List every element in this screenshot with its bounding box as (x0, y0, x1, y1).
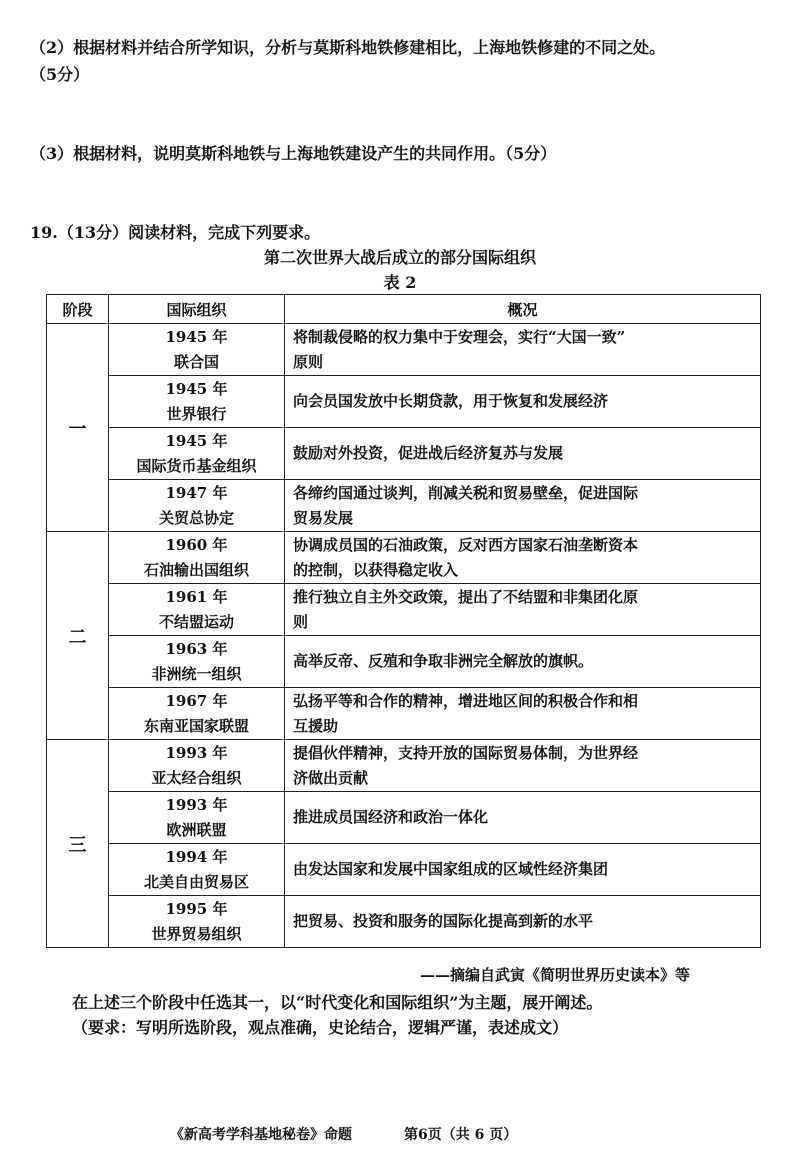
table-row (47, 688, 761, 740)
org-cell (109, 688, 285, 740)
description-line: 将制裁侵略的权力集中于安理会，实行“大国一致” (293, 327, 626, 346)
footer-page: 第6页（共 6 页） (404, 1127, 518, 1143)
description-line: 弘扬平等和合作的精神，增进地区间的积极合作和相 (293, 691, 639, 710)
description-line: 则 (293, 612, 309, 631)
description-line: 提倡伙伴精神，支持开放的国际贸易体制，为世界经 (293, 743, 639, 762)
org-cell (109, 792, 285, 844)
org-description (285, 584, 761, 636)
org-description (285, 792, 761, 844)
org-description (285, 532, 761, 584)
requirement-text: （要求：写明所选阶段，观点准确，史论结合，逻辑严谨，表述成文） (72, 1018, 569, 1037)
org-year: 1947 年 (165, 483, 228, 502)
source-note: ——摘编自武寅《简明世界历史读本》等 (420, 966, 691, 984)
org-name: 石油输出国组织 (143, 560, 249, 579)
description-line: 高举反帝、反殖和争取非洲完全解放的旗帜。 (293, 652, 594, 670)
org-name: 关贸总协定 (158, 508, 234, 527)
org-name: 东南亚国家联盟 (143, 716, 249, 735)
org-description (285, 636, 761, 688)
description-line: 推行独立自主外交政策，提出了不结盟和非集团化原 (293, 587, 639, 606)
org-cell (109, 532, 285, 584)
header-org: 国际组织 (109, 295, 285, 324)
org-description (285, 480, 761, 532)
task-text: 在上述三个阶段中任选其一，以“时代变化和国际组织”为主题，展开阐述。 (72, 993, 603, 1012)
q2-line1: （2）根据材料并结合所学知识，分析与莫斯科地铁修建相比，上海地铁修建的不同之处。 (30, 38, 666, 57)
table-row (47, 636, 761, 688)
org-year: 1945 年 (165, 379, 228, 398)
stage-label: 三 (47, 740, 109, 948)
table-row (47, 532, 761, 584)
table-row (47, 896, 761, 948)
description-line: 贸易发展 (293, 508, 354, 527)
org-cell (109, 740, 285, 792)
org-cell (109, 376, 285, 428)
org-year: 1967 年 (165, 691, 228, 710)
description-line: 推进成员国经济和政治一体化 (293, 808, 489, 826)
org-description (285, 428, 761, 480)
org-description (285, 688, 761, 740)
org-name: 联合国 (173, 352, 219, 371)
table-header-row (47, 295, 761, 324)
description-line: 各缔约国通过谈判，削减关税和贸易壁垒，促进国际 (293, 483, 639, 502)
org-table (46, 294, 761, 948)
org-year: 1995 年 (165, 899, 228, 918)
stage-label: 二 (47, 532, 109, 740)
org-name: 世界银行 (166, 404, 227, 423)
org-cell (109, 428, 285, 480)
org-year: 1963 年 (165, 639, 228, 658)
table-row (47, 324, 761, 376)
table-row (47, 428, 761, 480)
description-line: 济做出贡献 (293, 768, 369, 787)
org-name: 世界贸易组织 (151, 924, 242, 943)
table-body (47, 324, 761, 948)
q19-heading: 19.（13分）阅读材料，完成下列要求。 (30, 223, 321, 242)
org-year: 1945 年 (165, 431, 228, 450)
org-cell (109, 636, 285, 688)
table-title: 第二次世界大战后成立的部分国际组织 (263, 248, 536, 267)
org-cell (109, 480, 285, 532)
org-year: 1945 年 (165, 327, 228, 346)
stage-label: 一 (47, 324, 109, 532)
description-line: 鼓励对外投资，促进战后经济复苏与发展 (293, 444, 564, 462)
header-desc: 概况 (285, 295, 761, 324)
org-cell (109, 584, 285, 636)
table-label: 表 2 (383, 273, 417, 292)
description-line: 由发达国家和发展中国家组成的区域性经济集团 (293, 860, 609, 878)
description-line: 的控制，以获得稳定收入 (293, 560, 459, 579)
description-line: 协调成员国的石油政策，反对西方国家石油垄断资本 (293, 535, 639, 554)
org-name: 非洲统一组织 (151, 664, 242, 683)
org-description (285, 844, 761, 896)
org-cell (109, 324, 285, 376)
org-name: 不结盟运动 (158, 612, 234, 631)
org-cell (109, 844, 285, 896)
table-row (47, 740, 761, 792)
org-name: 国际货币基金组织 (136, 456, 257, 475)
table-row (47, 584, 761, 636)
org-cell (109, 896, 285, 948)
org-year: 1993 年 (165, 795, 228, 814)
description-line: 原则 (293, 352, 324, 371)
description-line: 互援助 (293, 716, 339, 735)
org-year: 1961 年 (165, 587, 228, 606)
org-name: 北美自由贸易区 (143, 872, 249, 891)
org-description (285, 896, 761, 948)
table-row (47, 844, 761, 896)
org-year: 1994 年 (165, 847, 228, 866)
q3-line1: （3）根据材料，说明莫斯科地铁与上海地铁建设产生的共同作用。（5分） (30, 144, 557, 163)
table-row (47, 480, 761, 532)
org-name: 亚太经合组织 (151, 768, 242, 787)
description-line: 把贸易、投资和服务的国际化提高到新的水平 (293, 912, 594, 930)
org-year: 1960 年 (165, 535, 228, 554)
table-row (47, 376, 761, 428)
org-name: 欧洲联盟 (166, 820, 227, 839)
q2-line2: （5分） (30, 65, 90, 84)
description-line: 向会员国发放中长期贷款，用于恢复和发展经济 (293, 392, 609, 410)
org-description (285, 376, 761, 428)
org-year: 1993 年 (165, 743, 228, 762)
footer-book: 《新高考学科基地秘卷》命题 (170, 1127, 352, 1143)
org-description (285, 324, 761, 376)
org-description (285, 740, 761, 792)
header-stage: 阶段 (47, 295, 109, 324)
table-row (47, 792, 761, 844)
